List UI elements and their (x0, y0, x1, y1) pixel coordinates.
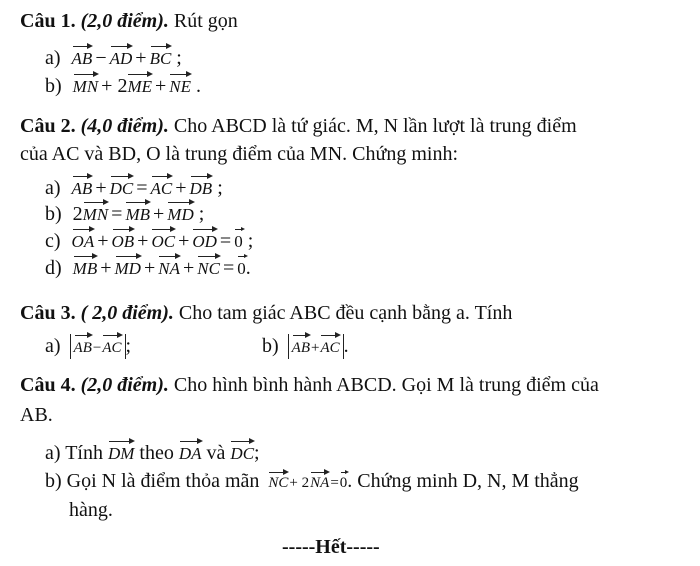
question-2-points: (4,0 điểm). (80, 115, 169, 137)
coefficient: 2 (72, 203, 83, 225)
operator: = (111, 203, 123, 225)
vector: MB (73, 256, 98, 277)
question-1-item-a (45, 46, 182, 68)
item-label: a) (45, 47, 61, 69)
vector: NC (268, 472, 288, 491)
item-label: c) (45, 230, 61, 252)
item-label: a) (45, 177, 61, 199)
punctuation: ; (254, 442, 260, 464)
punctuation: ; (217, 177, 223, 199)
operator: + (135, 47, 147, 69)
item-label: b) (262, 335, 279, 357)
vector: OC (151, 229, 175, 250)
operator: = (136, 177, 148, 199)
vector: NA (310, 472, 329, 491)
vector: AC (102, 335, 121, 358)
question-1-title: Câu 1. (20, 10, 76, 32)
vector: AB (292, 335, 310, 358)
question-4-item-a (45, 441, 260, 463)
question-2-item-b (45, 202, 204, 224)
question-4-prompt-line1: Cho hình bình hành ABCD. Gọi M là trung điểm của (173, 374, 599, 396)
vector: ME (127, 74, 152, 95)
item-label: d) (45, 257, 62, 279)
question-1-prompt: Rút gọn (173, 10, 238, 32)
question-3-item-a (45, 334, 131, 359)
punctuation: ; (176, 47, 182, 69)
question-1-heading (20, 11, 238, 31)
vector: MN (73, 74, 99, 95)
operator: − (92, 340, 102, 356)
question-1-item-b (45, 74, 201, 96)
question-3-prompt: Cho tam giác ABC đều cạnh bằng a. Tính (178, 302, 513, 324)
zero-vector: 0 (340, 472, 348, 491)
question-3-item-b (262, 334, 349, 359)
vector: AB (74, 335, 92, 358)
question-4-item-b (45, 471, 579, 491)
operator: + (178, 230, 190, 252)
vector: OB (112, 229, 135, 250)
operator: + (95, 177, 107, 199)
operator: + (143, 257, 156, 279)
vector: AB (72, 46, 93, 67)
question-3-heading (20, 303, 512, 323)
text: . Chứng minh D, N, M thẳng (347, 470, 579, 492)
operator: + (153, 203, 165, 225)
operator: + (182, 257, 195, 279)
operator: + 2 (101, 75, 128, 97)
question-4-points: (2,0 điểm). (80, 374, 169, 396)
question-2-title: Câu 2. (20, 115, 76, 137)
vector: DC (110, 176, 134, 197)
vector: NE (169, 74, 191, 95)
operator: + (137, 230, 149, 252)
operator: = (222, 257, 235, 279)
question-2-item-a (45, 176, 223, 198)
vector: AC (320, 335, 339, 358)
punctuation: ; (198, 203, 205, 225)
text: theo (139, 442, 174, 464)
vector: MD (167, 202, 193, 223)
item-label: b) (45, 203, 62, 225)
punctuation: . (245, 257, 251, 279)
operator: + 2 (289, 475, 310, 491)
text: và (206, 442, 226, 464)
operator: − (95, 47, 107, 69)
vector: AB (72, 176, 93, 197)
item-label: a) (45, 335, 61, 357)
operator: + (100, 257, 112, 279)
operator: = (330, 475, 339, 491)
punctuation: . (196, 75, 202, 97)
operator: + (311, 340, 320, 356)
question-2-item-c (45, 229, 253, 251)
vector: DM (108, 441, 134, 462)
question-3-title: Câu 3. (20, 302, 76, 324)
vector: DB (190, 176, 213, 197)
item-label: b) (45, 75, 62, 97)
operator: + (97, 230, 109, 252)
vector: MN (83, 202, 109, 223)
operator: = (219, 230, 232, 252)
text: Tính (65, 442, 103, 464)
zero-vector: 0 (237, 256, 246, 277)
punctuation: . (343, 335, 349, 357)
punctuation: ; (125, 335, 132, 357)
question-4-title: Câu 4. (20, 374, 76, 396)
absolute-value (288, 334, 344, 359)
vector: MB (125, 202, 150, 223)
end-marker: -----Hết----- (282, 536, 380, 558)
vector: DA (179, 441, 202, 462)
question-2-prompt-line1: Cho ABCD là tứ giác. M, N lần lượt là trung điểm (173, 115, 577, 137)
question-4-heading (20, 375, 599, 395)
vector: AD (110, 46, 133, 67)
question-4-item-b-continuation: hàng. (69, 499, 113, 521)
punctuation: ; (247, 230, 254, 252)
vector: MD (115, 256, 141, 277)
item-label: b) (45, 470, 62, 492)
vector: NA (158, 256, 180, 277)
question-4-prompt-line2: AB. (20, 404, 53, 426)
question-3-points: ( 2,0 điểm). (80, 302, 174, 324)
question-2-item-d (45, 256, 251, 278)
vector: DC (230, 441, 254, 462)
operator: + (175, 177, 187, 199)
absolute-value (70, 334, 126, 359)
zero-vector: 0 (234, 229, 243, 250)
vector: BC (150, 46, 172, 67)
question-2-prompt-line2: của AC và BD, O là trung điểm của MN. Chứng minh: (20, 143, 459, 165)
vector: OD (192, 229, 217, 250)
vector: OA (72, 229, 95, 250)
item-label: a) (45, 442, 61, 464)
question-1-points: (2,0 điểm). (80, 10, 169, 32)
operator: + (155, 75, 167, 97)
vector: NC (197, 256, 220, 277)
question-2-heading (20, 116, 577, 136)
text: Gọi N là điểm thỏa mãn (66, 470, 260, 492)
vector: AC (151, 176, 173, 197)
